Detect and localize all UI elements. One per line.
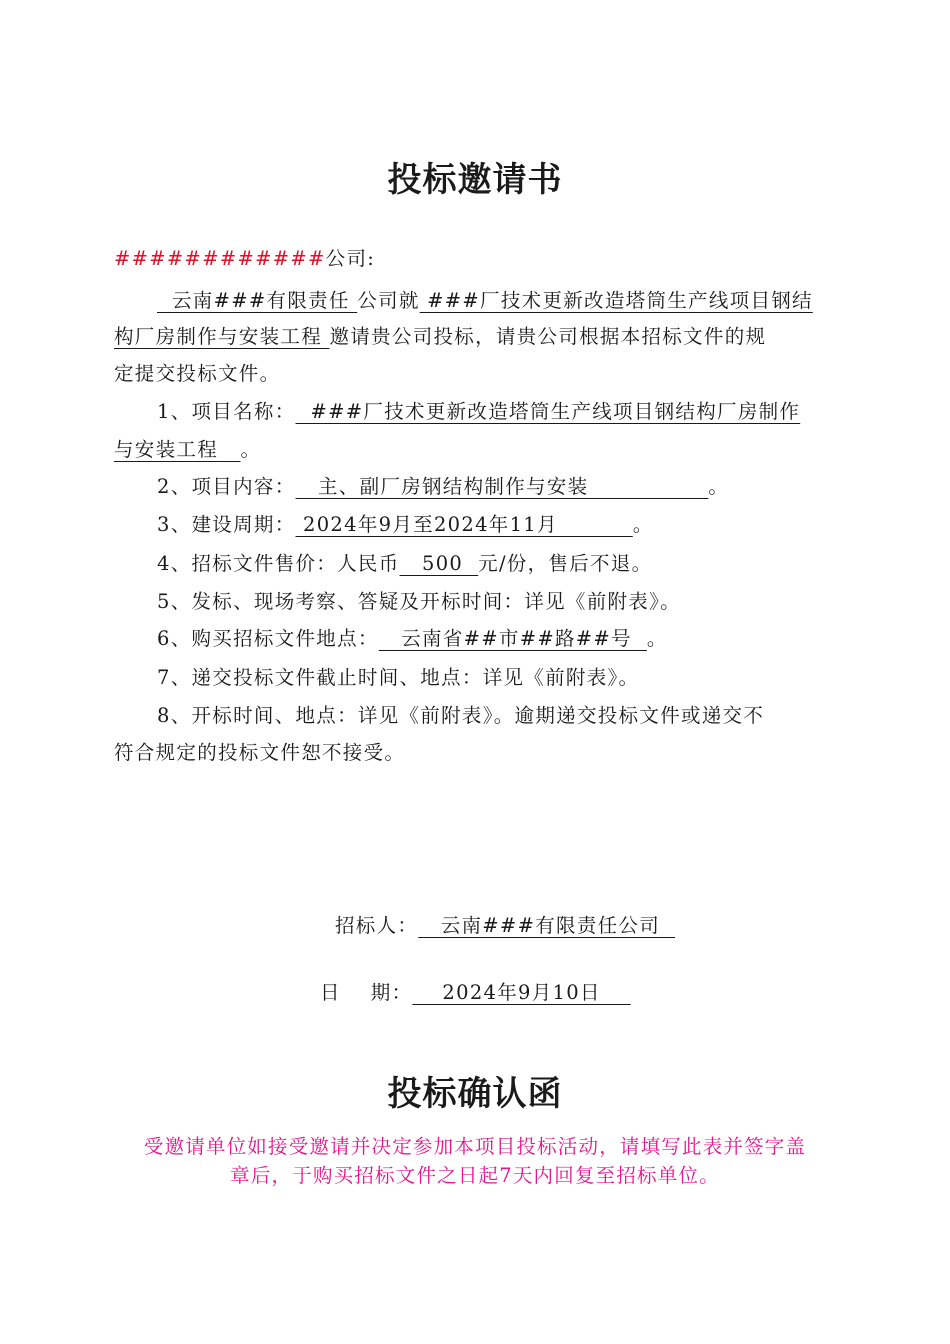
recipient-name: ############ xyxy=(114,247,326,270)
item-2: 2、项目内容： 主、副厂房钢结构制作与安装 。 xyxy=(157,475,730,498)
item-7: 7、递交投标文件截止时间、地点：详见《前附表》。 xyxy=(157,666,640,689)
item-8-line-1: 8、开标时间、地点：详见《前附表》。逾期递交投标文件或递交不 xyxy=(157,704,765,727)
item-8-line-2: 符合规定的投标文件恕不接受。 xyxy=(114,741,406,764)
confirmation-note-line-2: 章后，于购买招标文件之日起7天内回复至招标单位。 xyxy=(230,1164,720,1187)
signer-value: 云南###有限责任公司 xyxy=(418,914,676,937)
item-1-line-2: 与安装工程 。 xyxy=(114,438,262,461)
project-name-a: ###厂技术更新改造塔筒生产线项目钢结 xyxy=(419,289,813,312)
item-2-label: 2、项目内容： xyxy=(157,475,296,498)
signer-line xyxy=(320,887,675,938)
inviter-company: 云南###有限责任 xyxy=(157,289,358,312)
item-1-value-b: 与安装工程 xyxy=(114,438,241,461)
recipient-suffix: 公司: xyxy=(325,247,376,270)
item-4-value: 500 xyxy=(399,552,479,575)
recipient-line xyxy=(114,240,836,278)
date-line xyxy=(305,954,631,1005)
item-3-label: 3、建设周期： xyxy=(157,513,296,536)
item-4-label: 4、招标文件售价：人民币 xyxy=(157,552,400,575)
confirmation-title: 投标确认函 xyxy=(387,1074,563,1114)
date-label: 日 期： xyxy=(320,981,413,1004)
item-3: 3、建设周期： 2024年9月至2024年11月 。 xyxy=(157,513,654,536)
item-6-label: 6、购买招标文件地点： xyxy=(157,627,379,650)
item-1-line-1 xyxy=(157,393,879,431)
item-2-value: 主、副厂房钢结构制作与安装 xyxy=(295,475,709,498)
item-3-value: 2024年9月至2024年11月 xyxy=(295,513,633,536)
intro-line-3: 定提交投标文件。 xyxy=(114,362,281,385)
confirmation-note-line-1: 受邀请单位如接受邀请并决定参加本项目投标活动，请填写此表并签字盖 xyxy=(143,1135,807,1158)
project-name-b: 构厂房制作与安装工程 xyxy=(114,325,330,348)
signer-label: 招标人： xyxy=(335,914,419,937)
item-1-label: 1、项目名称： xyxy=(157,400,296,423)
item-1-value-a: ###厂技术更新改造塔筒生产线项目钢结构厂房制作 xyxy=(295,400,801,423)
intro-line-2: 构厂房制作与安装工程 邀请贵公司投标，请贵公司根据本招标文件的规 xyxy=(114,325,767,348)
item-4: 4、招标文件售价：人民币 500 元/份，售后不退。 xyxy=(157,552,653,575)
date-value: 2024年9月10日 xyxy=(412,981,631,1004)
invitation-title: 投标邀请书 xyxy=(387,160,563,200)
intro-line-1: 云南###有限责任 公司就 ###厂技术更新改造塔筒生产线项目钢结 xyxy=(157,289,813,312)
item-6-value: 云南省##市##路##号 xyxy=(378,627,647,650)
item-5: 5、发标、现场考察、答疑及开标时间：详见《前附表》。 xyxy=(157,590,681,613)
item-6: 6、购买招标文件地点： 云南省##市##路##号 。 xyxy=(157,627,668,650)
